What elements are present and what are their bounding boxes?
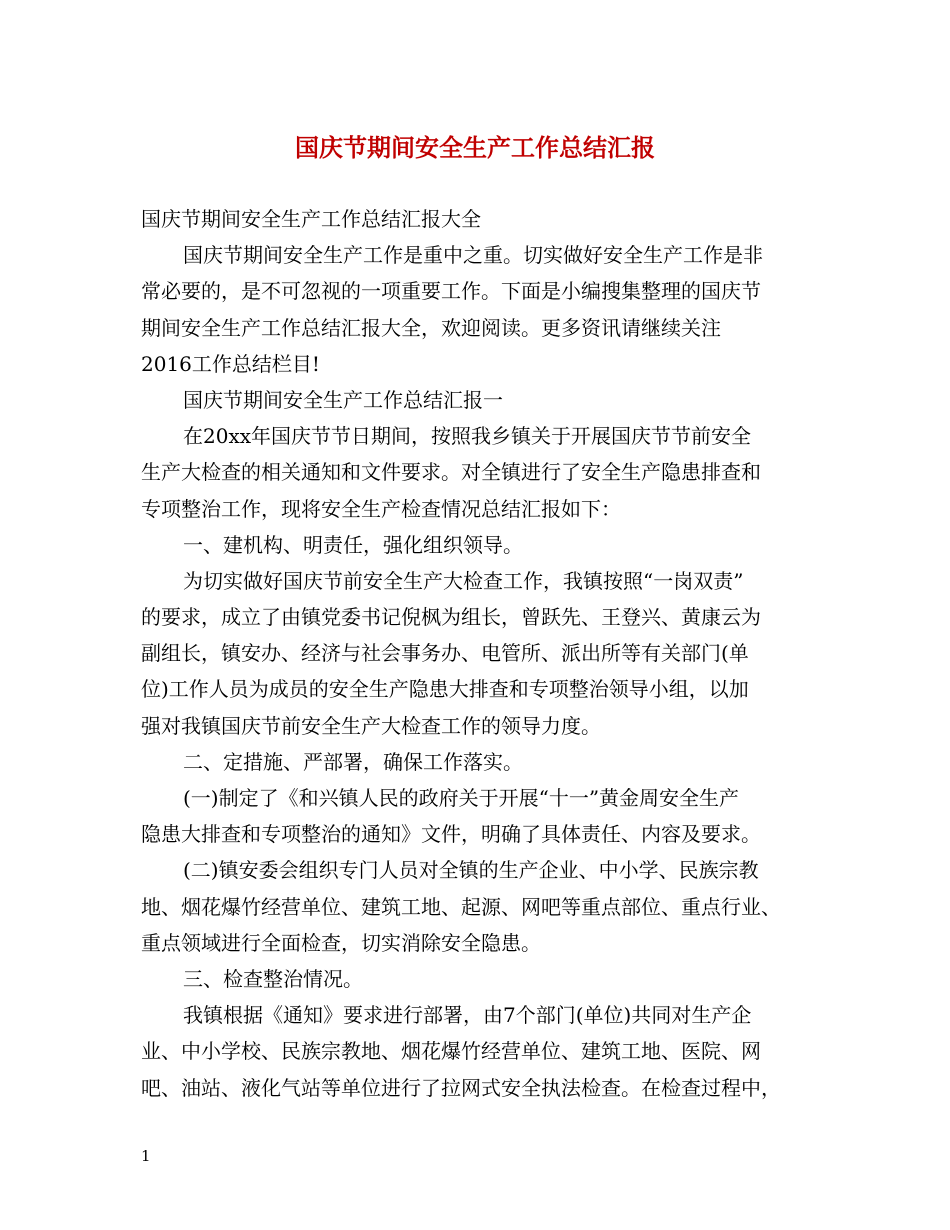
text-line: 2016工作总结栏目! bbox=[141, 351, 320, 376]
page-number: 1 bbox=[141, 1147, 151, 1165]
text-line: 常必要的，是不可忽视的一项重要工作。下面是小编搜集整理的国庆节 bbox=[141, 279, 761, 304]
text-line: 一、建机构、明责任，强化组织领导。 bbox=[183, 532, 523, 557]
text-line: 地、烟花爆竹经营单位、建筑工地、起源、网吧等重点部位、重点行业、 bbox=[141, 894, 781, 919]
text-line: 副组长，镇安办、经济与社会事务办、电管所、派出所等有关部门(单 bbox=[141, 641, 749, 666]
text-line: 我镇根据《通知》要求进行部署，由7个部门(单位)共同对生产企 bbox=[183, 1003, 752, 1028]
text-line: 重点领域进行全面检查，切实消除安全隐患。 bbox=[141, 930, 541, 955]
text-line: 生产大检查的相关通知和文件要求。对全镇进行了安全生产隐患排查和 bbox=[141, 460, 761, 485]
text-line: 位)工作人员为成员的安全生产隐患大排查和专项整治领导小组，以加 bbox=[141, 677, 749, 702]
text-line: 专项整治工作，现将安全生产检查情况总结汇报如下： bbox=[141, 496, 621, 521]
text-line: (一)制定了《和兴镇人民的政府关于开展“十一”黄金周安全生产 bbox=[183, 786, 740, 810]
text-line: 为切实做好国庆节前安全生产大检查工作，我镇按照“一岗双责” bbox=[183, 568, 744, 593]
document-body bbox=[141, 201, 831, 1106]
text-line: 国庆节期间安全生产工作是重中之重。切实做好安全生产工作是非 bbox=[183, 243, 763, 268]
text-line: (二)镇安委会组织专门人员对全镇的生产企业、中小学、民族宗教 bbox=[183, 858, 759, 883]
document-title: 国庆节期间安全生产工作总结汇报 bbox=[295, 133, 655, 162]
text-line: 吧、油站、液化气站等单位进行了拉网式安全执法检查。在检查过程中， bbox=[141, 1075, 781, 1100]
text-line: 二、定措施、严部署，确保工作落实。 bbox=[183, 749, 523, 774]
text-line: 业、中小学校、民族宗教地、烟花爆竹经营单位、建筑工地、医院、网 bbox=[141, 1039, 761, 1064]
text-line: 期间安全生产工作总结汇报大全，欢迎阅读。更多资讯请继续关注 bbox=[141, 315, 721, 340]
text-line: 强对我镇国庆节前安全生产大检查工作的领导力度。 bbox=[141, 713, 601, 738]
text-line: 三、检查整治情况。 bbox=[183, 966, 363, 991]
text-line: 隐患大排查和专项整治的通知》文件，明确了具体责任、内容及要求。 bbox=[141, 822, 761, 847]
text-line: 的要求，成立了由镇党委书记倪枫为组长，曾跃先、王登兴、黄康云为 bbox=[141, 605, 761, 630]
text-line: 国庆节期间安全生产工作总结汇报大全 bbox=[141, 207, 481, 231]
text-line: 在20xx年国庆节节日期间，按照我乡镇关于开展国庆节节前安全 bbox=[183, 424, 752, 449]
text-line: 国庆节期间安全生产工作总结汇报一 bbox=[183, 387, 503, 412]
